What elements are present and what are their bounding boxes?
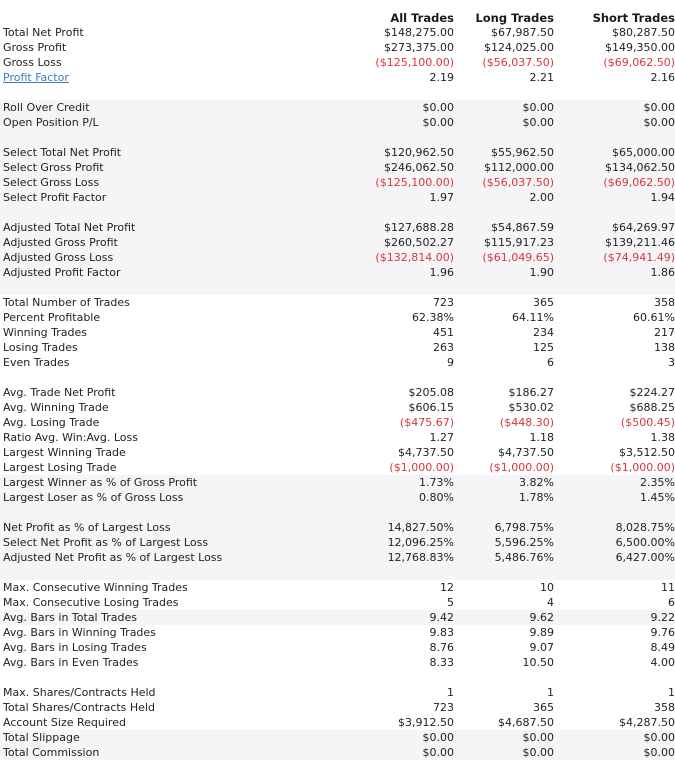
row-label-cell xyxy=(0,55,340,70)
value-all-trades: ($475.67) xyxy=(399,416,454,429)
value-short-trades: $139,211.46 xyxy=(605,236,675,249)
value-short-trades: ($500.45) xyxy=(620,416,675,429)
value-all-trades: 12,096.25% xyxy=(387,536,454,549)
value-all-trades: ($125,100.00) xyxy=(375,56,454,69)
value-long-trades: $0.00 xyxy=(522,101,554,114)
value-long-trades: 365 xyxy=(533,296,554,309)
row-label: Total Number of Trades xyxy=(3,296,130,309)
value-long-trades: ($56,037.50) xyxy=(482,176,554,189)
table-row xyxy=(0,685,675,700)
row-label: Gross Loss xyxy=(3,56,62,69)
value-long-trades: $115,917.23 xyxy=(484,236,554,249)
table-row xyxy=(0,160,675,175)
value-all-trades: 1.73% xyxy=(419,476,454,489)
value-short-trades: $688.25 xyxy=(629,401,675,414)
row-label: Total Commission xyxy=(3,746,100,759)
value-long-trades: 4 xyxy=(547,596,554,609)
row-label-cell xyxy=(0,625,340,640)
table-row xyxy=(0,580,675,595)
value-short-trades: 60.61% xyxy=(633,311,675,324)
value-long-trades: 5,486.76% xyxy=(494,551,554,564)
table-row xyxy=(0,265,675,280)
row-label: Max. Shares/Contracts Held xyxy=(3,686,156,699)
row-label-cell xyxy=(0,475,340,490)
row-label: Max. Consecutive Winning Trades xyxy=(3,581,188,594)
section-spacer xyxy=(0,85,675,100)
value-long-trades: 365 xyxy=(533,701,554,714)
row-label: Select Net Profit as % of Largest Loss xyxy=(3,536,209,549)
table-row xyxy=(0,355,675,370)
value-all-trades: $205.08 xyxy=(408,386,454,399)
table-row xyxy=(0,535,675,550)
row-label: Select Gross Profit xyxy=(3,161,104,174)
row-label-cell xyxy=(0,355,340,370)
value-short-trades: $134,062.50 xyxy=(605,161,675,174)
value-short-trades: 1.86 xyxy=(650,266,675,279)
value-all-trades: 2.19 xyxy=(429,71,454,84)
table-row xyxy=(0,430,675,445)
row-label: Losing Trades xyxy=(3,341,78,354)
row-label: Net Profit as % of Largest Loss xyxy=(3,521,171,534)
table-row xyxy=(0,730,675,745)
value-long-trades: $186.27 xyxy=(508,386,554,399)
row-label: Adjusted Total Net Profit xyxy=(3,221,136,234)
row-label: Avg. Bars in Even Trades xyxy=(3,656,139,669)
section-spacer xyxy=(0,565,675,580)
value-long-trades: 5,596.25% xyxy=(494,536,554,549)
row-label-cell xyxy=(0,385,340,400)
value-all-trades: $0.00 xyxy=(422,116,454,129)
table-row xyxy=(0,460,675,475)
value-short-trades: ($69,062.50) xyxy=(603,176,675,189)
row-label: Winning Trades xyxy=(3,326,87,339)
value-long-trades: ($56,037.50) xyxy=(482,56,554,69)
value-long-trades: $4,687.50 xyxy=(498,716,554,729)
row-label-cell xyxy=(0,175,340,190)
row-label-cell xyxy=(0,145,340,160)
column-header-short-trades: Short Trades xyxy=(592,11,675,25)
table-row xyxy=(0,640,675,655)
value-all-trades: 723 xyxy=(433,296,454,309)
value-short-trades: 8.49 xyxy=(650,641,675,654)
row-label-cell xyxy=(0,595,340,610)
row-label-cell xyxy=(0,460,340,475)
row-label: Total Slippage xyxy=(3,731,80,744)
value-all-trades: $4,737.50 xyxy=(398,446,454,459)
value-all-trades: 1.96 xyxy=(429,266,454,279)
value-short-trades: 138 xyxy=(654,341,675,354)
row-label: Largest Loser as % of Gross Loss xyxy=(3,491,184,504)
profit-factor-link[interactable]: Profit Factor xyxy=(3,71,69,84)
row-label: Avg. Losing Trade xyxy=(3,416,100,429)
value-all-trades: $273,375.00 xyxy=(384,41,454,54)
value-long-trades: ($1,000.00) xyxy=(489,461,554,474)
value-all-trades: 723 xyxy=(433,701,454,714)
value-long-trades: $54,867.59 xyxy=(491,221,554,234)
row-label: Total Shares/Contracts Held xyxy=(3,701,155,714)
value-short-trades: $64,269.97 xyxy=(612,221,675,234)
row-label-cell xyxy=(0,700,340,715)
row-label-cell xyxy=(0,340,340,355)
value-long-trades: 234 xyxy=(533,326,554,339)
value-short-trades: $224.27 xyxy=(629,386,675,399)
row-label-cell xyxy=(0,430,340,445)
value-short-trades: $149,350.00 xyxy=(605,41,675,54)
value-all-trades: 9.42 xyxy=(429,611,454,624)
section-spacer xyxy=(0,205,675,220)
row-label: Avg. Trade Net Profit xyxy=(3,386,116,399)
value-short-trades: ($69,062.50) xyxy=(603,56,675,69)
row-label-cell xyxy=(0,445,340,460)
column-header-row xyxy=(0,8,675,25)
value-long-trades: 64.11% xyxy=(512,311,554,324)
value-all-trades: 9.83 xyxy=(429,626,454,639)
row-label: Adjusted Gross Profit xyxy=(3,236,118,249)
value-long-trades: ($61,049.65) xyxy=(482,251,554,264)
value-long-trades: 2.00 xyxy=(529,191,554,204)
value-short-trades: 9.22 xyxy=(650,611,675,624)
value-long-trades: $112,000.00 xyxy=(484,161,554,174)
row-label: Total Net Profit xyxy=(3,26,84,39)
table-row xyxy=(0,340,675,355)
table-row xyxy=(0,610,675,625)
report-body xyxy=(0,25,675,760)
value-all-trades: 12,768.83% xyxy=(387,551,454,564)
table-row xyxy=(0,40,675,55)
value-long-trades: $530.02 xyxy=(508,401,554,414)
value-long-trades: $0.00 xyxy=(522,746,554,759)
row-label-cell xyxy=(0,100,340,115)
row-label-cell xyxy=(0,610,340,625)
value-short-trades: ($1,000.00) xyxy=(610,461,675,474)
table-row xyxy=(0,385,675,400)
row-label-cell xyxy=(0,70,340,85)
row-label: Open Position P/L xyxy=(3,116,99,129)
table-row xyxy=(0,235,675,250)
value-all-trades: $0.00 xyxy=(422,731,454,744)
row-label-cell xyxy=(0,685,340,700)
section-spacer xyxy=(0,280,675,295)
table-row xyxy=(0,175,675,190)
row-label: Ratio Avg. Win:Avg. Loss xyxy=(3,431,138,444)
value-long-trades: 6 xyxy=(547,356,554,369)
value-long-trades: $67,987.50 xyxy=(491,26,554,39)
value-all-trades: 1.27 xyxy=(429,431,454,444)
value-short-trades: 3 xyxy=(668,356,675,369)
row-label: Select Gross Loss xyxy=(3,176,100,189)
value-short-trades: 217 xyxy=(654,326,675,339)
table-row xyxy=(0,295,675,310)
row-label: Largest Losing Trade xyxy=(3,461,117,474)
section-spacer xyxy=(0,370,675,385)
row-label: Avg. Bars in Total Trades xyxy=(3,611,137,624)
row-label-cell xyxy=(0,250,340,265)
value-all-trades: $120,962.50 xyxy=(384,146,454,159)
row-label-cell xyxy=(0,265,340,280)
row-label: Even Trades xyxy=(3,356,70,369)
row-label: Roll Over Credit xyxy=(3,101,90,114)
row-label-cell xyxy=(0,640,340,655)
table-row xyxy=(0,70,675,85)
value-short-trades: 2.35% xyxy=(640,476,675,489)
row-label-cell xyxy=(0,25,340,40)
table-row xyxy=(0,115,675,130)
value-all-trades: ($132,814.00) xyxy=(375,251,454,264)
table-row xyxy=(0,520,675,535)
row-label-cell xyxy=(0,115,340,130)
value-all-trades: $0.00 xyxy=(422,101,454,114)
value-long-trades: 9.89 xyxy=(529,626,554,639)
row-label-cell xyxy=(0,220,340,235)
value-all-trades: 14,827.50% xyxy=(387,521,454,534)
value-all-trades: $0.00 xyxy=(422,746,454,759)
value-short-trades: 1.38 xyxy=(650,431,675,444)
value-short-trades: $0.00 xyxy=(643,101,675,114)
value-long-trades: 6,798.75% xyxy=(494,521,554,534)
section-spacer xyxy=(0,505,675,520)
table-row xyxy=(0,445,675,460)
value-long-trades: 9.07 xyxy=(529,641,554,654)
value-long-trades: $4,737.50 xyxy=(498,446,554,459)
table-row xyxy=(0,250,675,265)
value-long-trades: 1 xyxy=(547,686,554,699)
row-label-cell xyxy=(0,415,340,430)
row-label-cell xyxy=(0,40,340,55)
value-long-trades: $0.00 xyxy=(522,731,554,744)
table-row xyxy=(0,220,675,235)
value-all-trades: ($125,100.00) xyxy=(375,176,454,189)
value-long-trades: ($448.30) xyxy=(499,416,554,429)
value-short-trades: 4.00 xyxy=(650,656,675,669)
header-spacer xyxy=(0,8,340,25)
value-all-trades: 5 xyxy=(447,596,454,609)
row-label-cell xyxy=(0,400,340,415)
value-all-trades: $127,688.28 xyxy=(384,221,454,234)
value-short-trades: 6,427.00% xyxy=(615,551,675,564)
value-short-trades: 358 xyxy=(654,296,675,309)
table-row xyxy=(0,490,675,505)
value-all-trades: $148,275.00 xyxy=(384,26,454,39)
row-label: Avg. Winning Trade xyxy=(3,401,109,414)
section-spacer xyxy=(0,670,675,685)
value-long-trades: 10.50 xyxy=(522,656,554,669)
table-row xyxy=(0,25,675,40)
row-label-cell xyxy=(0,160,340,175)
value-long-trades: $0.00 xyxy=(522,116,554,129)
value-long-trades: 3.82% xyxy=(519,476,554,489)
value-all-trades: 263 xyxy=(433,341,454,354)
section-spacer xyxy=(0,130,675,145)
row-label-cell xyxy=(0,295,340,310)
row-label-cell xyxy=(0,190,340,205)
value-short-trades: $80,287.50 xyxy=(612,26,675,39)
value-long-trades: $124,025.00 xyxy=(484,41,554,54)
table-row xyxy=(0,625,675,640)
value-all-trades: $606.15 xyxy=(408,401,454,414)
row-label-cell xyxy=(0,715,340,730)
value-all-trades: 12 xyxy=(440,581,454,594)
value-long-trades: 10 xyxy=(540,581,554,594)
value-short-trades: 1.45% xyxy=(640,491,675,504)
value-short-trades: $0.00 xyxy=(643,746,675,759)
value-short-trades: 1.94 xyxy=(650,191,675,204)
row-label: Gross Profit xyxy=(3,41,67,54)
table-row xyxy=(0,310,675,325)
row-label: Avg. Bars in Losing Trades xyxy=(3,641,147,654)
value-short-trades: 9.76 xyxy=(650,626,675,639)
row-label: Largest Winner as % of Gross Profit xyxy=(3,476,198,489)
value-short-trades: 11 xyxy=(661,581,675,594)
table-row xyxy=(0,415,675,430)
column-header-all-trades: All Trades xyxy=(390,11,454,25)
table-row xyxy=(0,700,675,715)
table-row xyxy=(0,475,675,490)
table-row xyxy=(0,55,675,70)
value-all-trades: 1 xyxy=(447,686,454,699)
value-short-trades: 6 xyxy=(668,596,675,609)
row-label-cell xyxy=(0,235,340,250)
table-row xyxy=(0,400,675,415)
value-long-trades: 1.78% xyxy=(519,491,554,504)
value-all-trades: 8.33 xyxy=(429,656,454,669)
row-label: Account Size Required xyxy=(3,716,126,729)
value-all-trades: $3,912.50 xyxy=(398,716,454,729)
table-row xyxy=(0,145,675,160)
row-label: Max. Consecutive Losing Trades xyxy=(3,596,179,609)
table-row xyxy=(0,100,675,115)
value-short-trades: $0.00 xyxy=(643,731,675,744)
row-label-cell xyxy=(0,580,340,595)
value-short-trades: 8,028.75% xyxy=(615,521,675,534)
row-label: Adjusted Gross Loss xyxy=(3,251,114,264)
row-label-cell xyxy=(0,535,340,550)
row-label-cell xyxy=(0,520,340,535)
row-label: Select Profit Factor xyxy=(3,191,107,204)
table-row xyxy=(0,655,675,670)
value-long-trades: 2.21 xyxy=(529,71,554,84)
value-long-trades: 1.90 xyxy=(529,266,554,279)
value-long-trades: 9.62 xyxy=(529,611,554,624)
table-row xyxy=(0,325,675,340)
table-row xyxy=(0,745,675,760)
row-label: Adjusted Net Profit as % of Largest Loss xyxy=(3,551,223,564)
value-all-trades: 1.97 xyxy=(429,191,454,204)
value-all-trades: 0.80% xyxy=(419,491,454,504)
value-all-trades: 9 xyxy=(447,356,454,369)
row-label: Percent Profitable xyxy=(3,311,101,324)
value-short-trades: $65,000.00 xyxy=(612,146,675,159)
row-label-cell xyxy=(0,655,340,670)
value-short-trades: 1 xyxy=(668,686,675,699)
value-long-trades: 1.18 xyxy=(529,431,554,444)
value-short-trades: 2.16 xyxy=(650,71,675,84)
value-short-trades: $0.00 xyxy=(643,116,675,129)
value-all-trades: 451 xyxy=(433,326,454,339)
value-all-trades: $260,502.27 xyxy=(384,236,454,249)
value-all-trades: 8.76 xyxy=(429,641,454,654)
row-label-cell xyxy=(0,490,340,505)
value-all-trades: $246,062.50 xyxy=(384,161,454,174)
value-short-trades: $4,287.50 xyxy=(619,716,675,729)
value-long-trades: $55,962.50 xyxy=(491,146,554,159)
value-short-trades: $3,512.50 xyxy=(619,446,675,459)
row-label: Avg. Bars in Winning Trades xyxy=(3,626,156,639)
table-row xyxy=(0,550,675,565)
value-short-trades: 358 xyxy=(654,701,675,714)
value-all-trades: 62.38% xyxy=(412,311,454,324)
row-label: Largest Winning Trade xyxy=(3,446,126,459)
value-short-trades: 6,500.00% xyxy=(615,536,675,549)
row-label: Adjusted Profit Factor xyxy=(3,266,121,279)
column-header-long-trades: Long Trades xyxy=(475,11,554,25)
row-label-cell xyxy=(0,730,340,745)
row-label-cell xyxy=(0,310,340,325)
table-row xyxy=(0,715,675,730)
row-label-cell xyxy=(0,745,340,760)
row-label: Select Total Net Profit xyxy=(3,146,122,159)
table-row xyxy=(0,595,675,610)
row-label-cell xyxy=(0,325,340,340)
value-short-trades: ($74,941.49) xyxy=(603,251,675,264)
row-label-cell xyxy=(0,550,340,565)
value-long-trades: 125 xyxy=(533,341,554,354)
value-all-trades: ($1,000.00) xyxy=(389,461,454,474)
table-row xyxy=(0,190,675,205)
